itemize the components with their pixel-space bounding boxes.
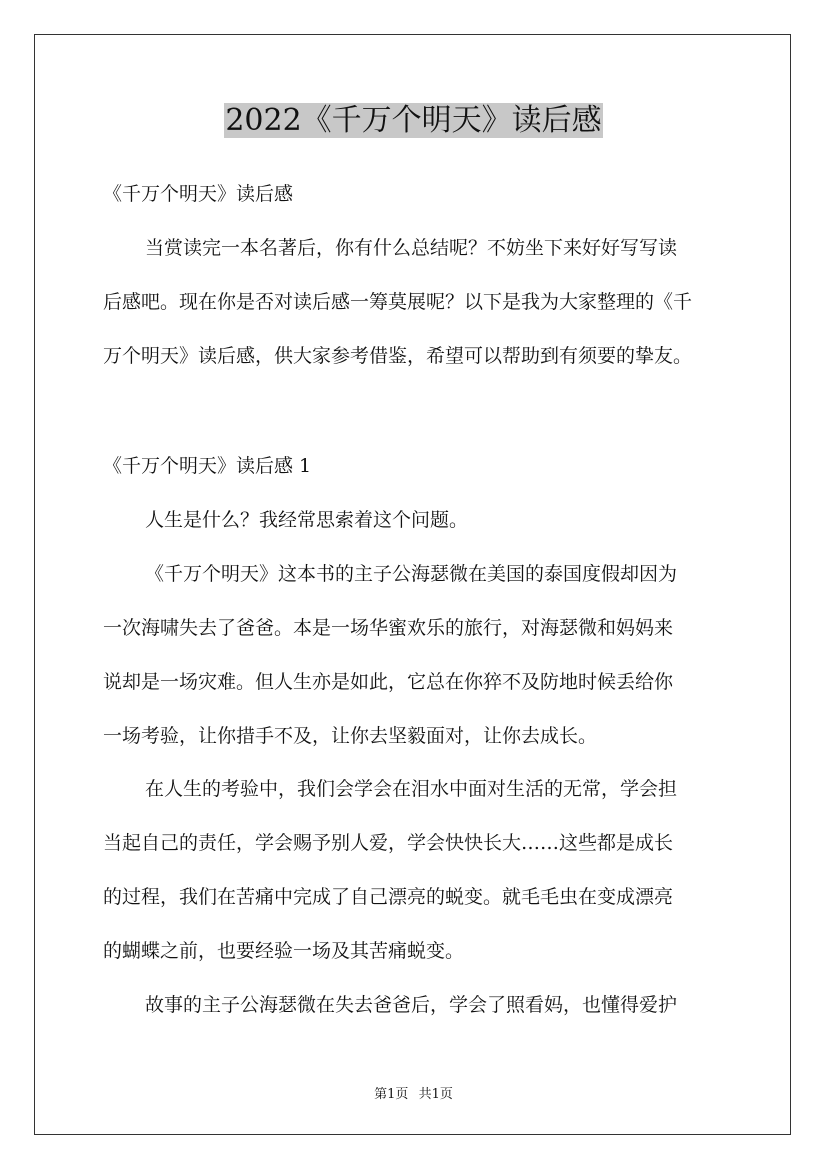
intro-line: 万个明天》读后感，供大家参考借鉴，希望可以帮助到有须要的挚友。 bbox=[103, 345, 693, 367]
intro-line: 后感吧。现在你是否对读后感一筹莫展呢？以下是我为大家整理的《千 bbox=[103, 291, 693, 313]
page-total: 共1页 bbox=[418, 1087, 453, 1102]
document-subtitle: 《千万个明天》读后感 bbox=[103, 183, 294, 205]
section-paragraph-4 bbox=[103, 978, 743, 1032]
page-number: 第1页 bbox=[374, 1087, 409, 1102]
paragraph-line: 故事的主子公海瑟微在失去爸爸后，学会了照看妈，也懂得爱护 bbox=[145, 994, 678, 1016]
section-heading: 《千万个明天》读后感 1 bbox=[103, 455, 312, 477]
document-title bbox=[0, 98, 827, 144]
paragraph-line: 的蝴蝶之前，也要经验一场及其苦痛蜕变。 bbox=[103, 940, 465, 962]
document-title-text: 2022《千万个明天》读后感 bbox=[225, 103, 602, 138]
section-paragraph-1 bbox=[103, 493, 743, 547]
paragraph-line: 说却是一场灾难。但人生亦是如此，它总在你猝不及防地时候丢给你 bbox=[103, 671, 674, 693]
section-paragraph-2 bbox=[103, 547, 743, 763]
paragraph-line: 一场考验，让你措手不及，让你去坚毅面对，让你去成长。 bbox=[103, 725, 598, 747]
paragraph-line: 当起自己的责任，学会赐予别人爱，学会快快长大……这些都是成长 bbox=[103, 832, 674, 854]
paragraph-line: 在人生的考验中，我们会学会在泪水中面对生活的无常，学会担 bbox=[145, 778, 678, 800]
paragraph-line: 的过程，我们在苦痛中完成了自己漂亮的蜕变。就毛毛虫在变成漂亮 bbox=[103, 886, 674, 908]
page-footer bbox=[0, 1083, 827, 1102]
intro-paragraph bbox=[103, 221, 743, 383]
paragraph-line: 人生是什么？我经常思索着这个问题。 bbox=[145, 509, 469, 531]
intro-line: 当赏读完一本名著后，你有什么总结呢？不妨坐下来好好写写读 bbox=[145, 237, 678, 259]
paragraph-line: 《千万个明天》这本书的主子公海瑟微在美国的泰国度假却因为 bbox=[145, 563, 678, 585]
section-paragraph-3 bbox=[103, 762, 743, 978]
paragraph-line: 一次海啸失去了爸爸。本是一场华蜜欢乐的旅行，对海瑟微和妈妈来 bbox=[103, 617, 674, 639]
